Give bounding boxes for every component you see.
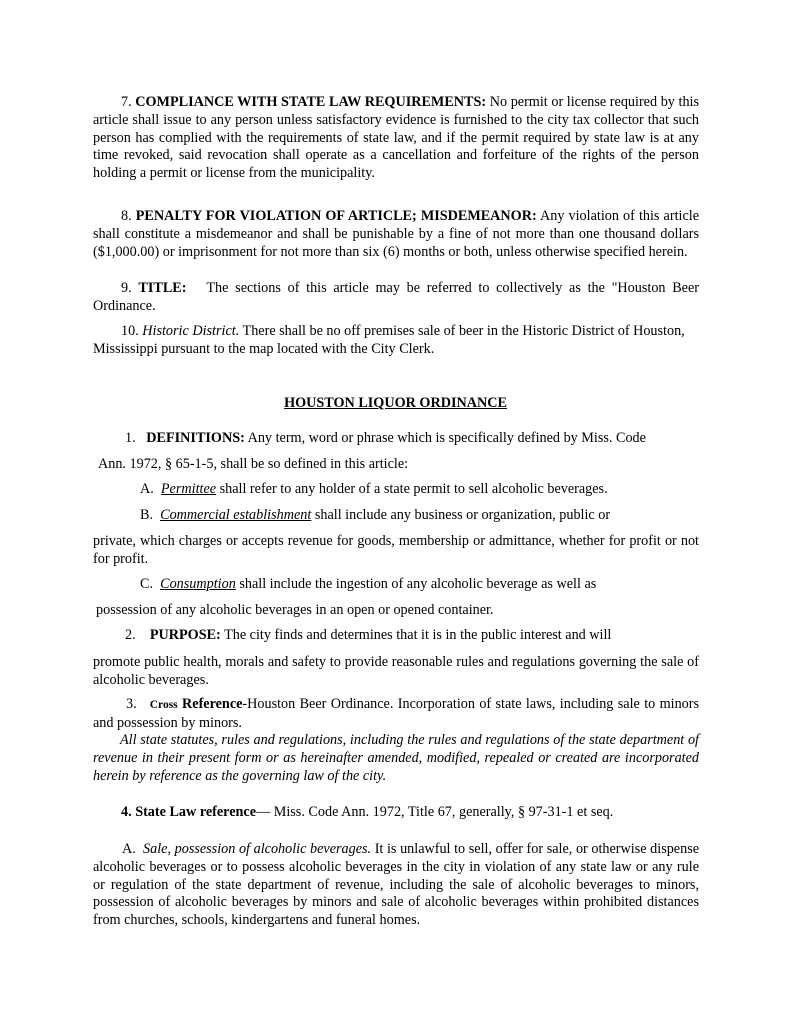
state-law-reference-body: — Miss. Code Ann. 1972, Title 67, generally, § 97-31-1 et seq.: [256, 804, 614, 820]
section-7: [93, 94, 699, 183]
definitions-line-2: Ann. 1972, § 65-1-5, shall be so defined in this article:: [98, 456, 409, 472]
sale-possession-body: It is unlawful to sell, offer for sale, or otherwise dispense alcoholic beverages or to possess alcoholic beverages in the city in violation of any state law or any rule or regulation of the state department of revenue, including the sale of alcoholic beverages to minors, possession of alcoholic beverages by minors and sale of alcoholic beverages within prohibited distances from churches, schools, kindergartens and funeral homes.: [93, 841, 700, 929]
sale-possession-title: Sale, possession of alcoholic beverages.: [143, 841, 372, 857]
definition-b: [140, 507, 610, 525]
cross-reference: [93, 696, 699, 733]
purpose-text: The city finds and determines that it is in the public interest and will: [224, 627, 612, 643]
purpose-title: PURPOSE:: [149, 627, 221, 643]
section-10-body: There shall be no off premises sale of beer in the Historic District of Houston, Mississippi pursuant to the map located with the City Clerk.: [93, 323, 685, 357]
sale-possession: [93, 841, 699, 930]
section-7-number: 7.: [121, 94, 132, 110]
section-8: [93, 208, 699, 261]
section-9-number: 9.: [121, 280, 132, 296]
definition-a-letter: A.: [140, 481, 154, 497]
cross-reference-italic: [93, 732, 699, 785]
liquor-ordinance-heading: HOUSTON LIQUOR ORDINANCE: [284, 395, 507, 411]
definition-b-text: shall include any business or organization, public or: [314, 507, 611, 523]
purpose-continuation-text: promote public health, morals and safety to provide reasonable rules and regulations governing the sale of alcoholic beverages.: [93, 654, 699, 688]
definition-c: [140, 576, 596, 594]
section-10-number: 10.: [121, 323, 139, 339]
cross-reference-body: -Houston Beer Ordinance. Incorporation of state laws, including sale to minors and possession by minors.: [93, 696, 700, 731]
cross-reference-title-small: Cross: [149, 699, 178, 711]
section-7-title: COMPLIANCE WITH STATE LAW REQUIREMENTS:: [135, 94, 487, 110]
definition-b-term: Commercial establishment: [160, 507, 312, 523]
purpose-continuation: [93, 654, 699, 690]
cross-reference-number: 3.: [126, 696, 137, 712]
state-law-reference-title: 4. State Law reference: [121, 804, 256, 820]
section-8-number: 8.: [121, 208, 132, 224]
section-9-body: The sections of this article may be referred to collectively as the "Houston Beer Ordinance.: [93, 280, 700, 314]
section-10: [93, 323, 699, 359]
definition-a-text: shall refer to any holder of a state permit to sell alcoholic beverages.: [219, 481, 608, 497]
definition-a: [140, 481, 608, 499]
section-8-body: Any violation of this article shall constitute a misdemeanor and shall be punishable by a fine of not more than one thousand dollars ($1,000.00) or imprisonment for not more than six (6) months or both, unless otherwise specified herein.: [93, 208, 699, 260]
purpose-number: 2.: [125, 627, 136, 643]
cross-reference-title: Reference: [182, 696, 243, 712]
definition-b-letter: B.: [140, 507, 154, 523]
definitions-number: 1.: [125, 430, 136, 446]
definition-c-continuation: possession of any alcoholic beverages in an open or opened container.: [96, 602, 494, 618]
section-10-title: Historic District.: [142, 323, 240, 339]
section-9-title: TITLE:: [138, 280, 187, 296]
sale-possession-letter: A.: [122, 841, 136, 857]
definitions-line-1: [125, 430, 646, 448]
definition-c-term: Consumption: [160, 576, 236, 592]
definition-c-text: shall include the ingestion of any alcoholic beverage as well as: [239, 576, 597, 592]
definition-a-term: Permittee: [160, 481, 217, 497]
section-9: [93, 280, 699, 316]
definition-b-continuation: [93, 533, 699, 569]
definition-c-letter: C.: [140, 576, 154, 592]
definitions-title: DEFINITIONS:: [146, 430, 245, 446]
section-8-title: PENALTY FOR VIOLATION OF ARTICLE; MISDEMEANOR:: [135, 208, 537, 224]
definition-b-continuation-text: private, which charges or accepts revenue for goods, membership or admittance, whether for profit or not for profit.: [93, 533, 699, 567]
purpose-line-1: [125, 627, 611, 645]
cross-reference-italic-text: All state statutes, rules and regulations, including the rules and regulations of the state department of revenue in their present form or as hereinafter amended, modified, repealed or created are incorporated herein by reference as the governing law of the city.: [93, 732, 699, 784]
definitions-text: Any term, word or phrase which is specifically defined by Miss. Code: [247, 430, 646, 446]
section-7-body: No permit or license required by this article shall issue to any person unless satisfactory evidence is furnished to the city tax collector that such person has complied with the requirements of state law, and if the permit required by state law is at any time revoked, said revocation shall operate as a cancellation and forfeiture of the rights of the person holding a permit or license from the municipality.: [93, 94, 699, 182]
state-law-reference: [121, 804, 613, 822]
